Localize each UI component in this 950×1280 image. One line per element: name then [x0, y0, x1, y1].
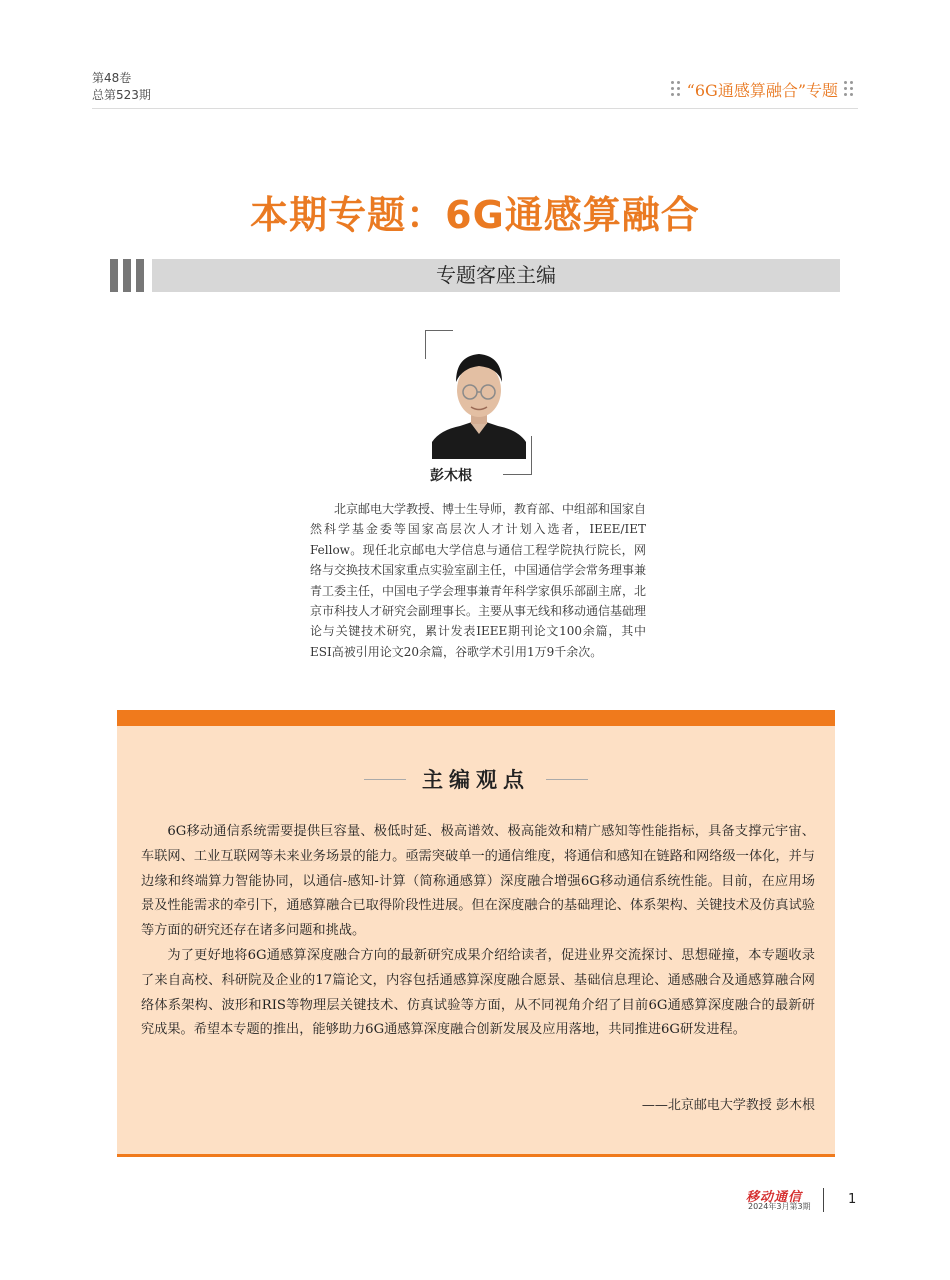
section-bars-icon: [110, 259, 144, 292]
editor-name: 彭木根: [430, 468, 472, 484]
issue-total-label: 总第523期: [92, 88, 151, 102]
dots-ornament-icon: [844, 81, 854, 99]
section-heading: 专题客座主编: [152, 259, 840, 292]
volume-label: 第48卷: [92, 71, 132, 85]
running-header-column: [671, 78, 854, 101]
heading-rule: [546, 779, 588, 780]
viewpoint-box-bottom-band: [117, 1154, 835, 1157]
dots-ornament-icon: [671, 81, 681, 99]
running-header-issue: [92, 70, 151, 104]
viewpoint-box-top-band: [117, 710, 835, 726]
footer-divider: [823, 1188, 824, 1212]
column-label: “6G通感算融合”专题: [686, 81, 838, 100]
page-title: 本期专题：6G通感算融合: [250, 193, 700, 237]
viewpoint-paragraph: 6G移动通信系统需要提供巨容量、极低时延、极高谱效、极高能效和精广感知等性能指标，具备支撑元宇宙、车联网、工业互联网等未来业务场景的能力。亟需突破单一的通信维度，将通信和感知在链路和网络级一体化，并与边缘和终端算力智能协同，以通信-感知-计算（简称通感算）深度融合增强6G移动通信系统性能。目前，在应用场景及性能需求的牵引下，通感算融合已取得阶段性进展。但在深度融合的基础理论、体系架构、关键技术及仿真试验等方面的研究还存在诸多问题和挑战。: [141, 824, 815, 939]
heading-rule: [364, 779, 406, 780]
journal-brand: 移动通信: [746, 1190, 803, 1205]
issue-date: 2024年3月第3期: [748, 1202, 811, 1211]
viewpoint-paragraph: 为了更好地将6G通感算深度融合方向的最新研究成果介绍给读者，促进业界交流探讨、思想碰撞，本专题收录了来自高校、科研院及企业的17篇论文，内容包括通感算深度融合愿景、基础信息理论、通感融合及通感算融合网络体系架构、波形和RIS等物理层关键技术、仿真试验等方面，从不同视角介绍了目前6G通感算深度融合的最新研究成果。希望本专题的推出，能够助力6G通感算深度融合创新发展及应用落地，共同推进6G研发进程。: [141, 948, 815, 1038]
page-number: 1: [848, 1192, 857, 1207]
editor-bio: 北京邮电大学教授、博士生导师，教育部、中组部和国家自然科学基金委等国家高层次人才计划入选者，IEEE/IET Fellow。现任北京邮电大学信息与通信工程学院执行院长，网络与交换技术国家重点实验室副主任，中国通信学会常务理事兼青工委主任，中国电子学会理事兼青年科学家俱乐部副主席，北京市科技人才研究会副理事长。主要从事无线和移动通信基础理论与关键技术研究，累计发表IEEE期刊论文100余篇，其中ESI高被引用论文20余篇，谷歌学术引用1万9千余次。: [310, 502, 647, 659]
viewpoint-heading-row: [117, 764, 835, 794]
viewpoint-signature: ——北京邮电大学教授 彭木根: [641, 1098, 815, 1113]
viewpoint-heading: 主编观点: [422, 768, 530, 792]
header-divider: [92, 108, 858, 109]
photo-frame-corner: [503, 436, 532, 475]
